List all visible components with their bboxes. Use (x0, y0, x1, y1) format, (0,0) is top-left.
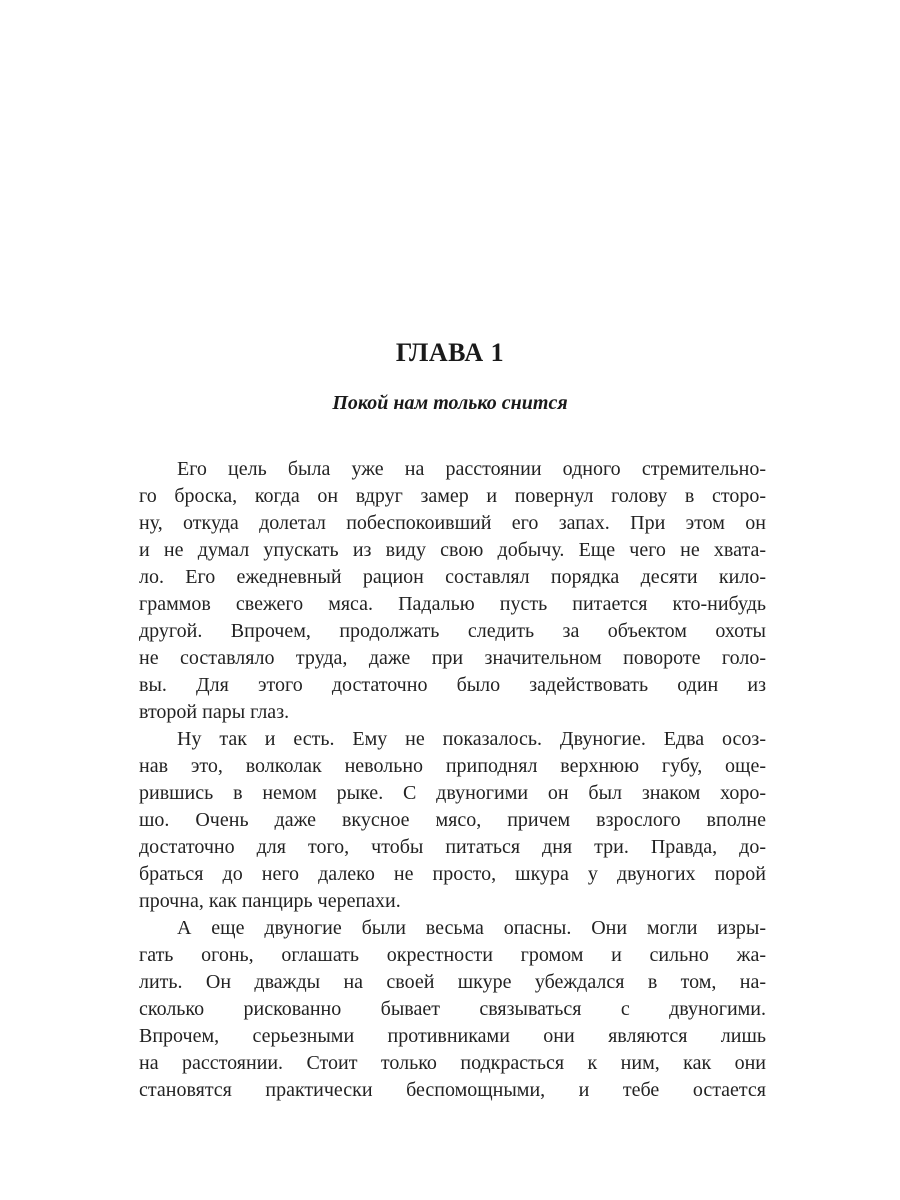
text-line: А еще двуногие были весьма опасны. Они могли изры- (177, 917, 766, 939)
text-line: лить. Он дважды на своей шкуре убеждался в том, на- (139, 971, 766, 993)
text-line: становятся практически беспомощными, и тебе остается (139, 1079, 766, 1101)
text-line: гать огонь, оглашать окрестности громом и сильно жа- (139, 944, 766, 966)
text-line: второй пары глаз. (139, 701, 290, 723)
paragraph (139, 456, 766, 726)
paragraph (139, 915, 766, 1104)
text-line: достаточно для того, чтобы питаться дня три. Правда, до- (139, 836, 766, 858)
body-text (139, 456, 766, 1104)
text-line: не составляло труда, даже при значительном повороте голо- (139, 647, 766, 669)
text-line: го броска, когда он вдруг замер и повернул голову в сторо- (139, 485, 766, 507)
paragraph (139, 726, 766, 915)
text-line: сколько рискованно бывает связываться с двуногими. (139, 998, 766, 1020)
text-line: прочна, как панцирь черепахи. (139, 890, 401, 912)
text-line: другой. Впрочем, продолжать следить за объектом охоты (139, 620, 766, 642)
text-line: ну, откуда долетал побеспокоивший его запах. При этом он (139, 512, 766, 534)
text-line: вы. Для этого достаточно было задействовать один из (139, 674, 766, 696)
text-line: граммов свежего мяса. Падалью пусть питается кто-нибудь (139, 593, 766, 615)
text-line: и не думал упускать из виду свою добычу. Еще чего не хвата- (139, 539, 766, 561)
chapter-title: ГЛАВА 1 (395, 338, 505, 367)
text-line: ло. Его ежедневный рацион составлял порядка десяти кило- (139, 566, 766, 588)
text-line: Его цель была уже на расстоянии одного стремительно- (177, 458, 766, 480)
text-line: Впрочем, серьезными противниками они являются лишь (139, 1025, 766, 1047)
text-line: на расстоянии. Стоит только подкрасться к ним, как они (139, 1052, 766, 1074)
text-line: рившись в немом рыке. С двуногими он был знаком хоро- (139, 782, 766, 804)
text-line: нав это, волколак невольно приподнял верхнюю губу, още- (139, 755, 766, 777)
chapter-subtitle: Покой нам только снится (332, 392, 568, 414)
text-line: шо. Очень даже вкусное мясо, причем взрослого вполне (139, 809, 766, 831)
text-line: Ну так и есть. Ему не показалось. Двуногие. Едва осоз- (177, 728, 766, 750)
text-line: браться до него далеко не просто, шкура у двуногих порой (139, 863, 766, 885)
